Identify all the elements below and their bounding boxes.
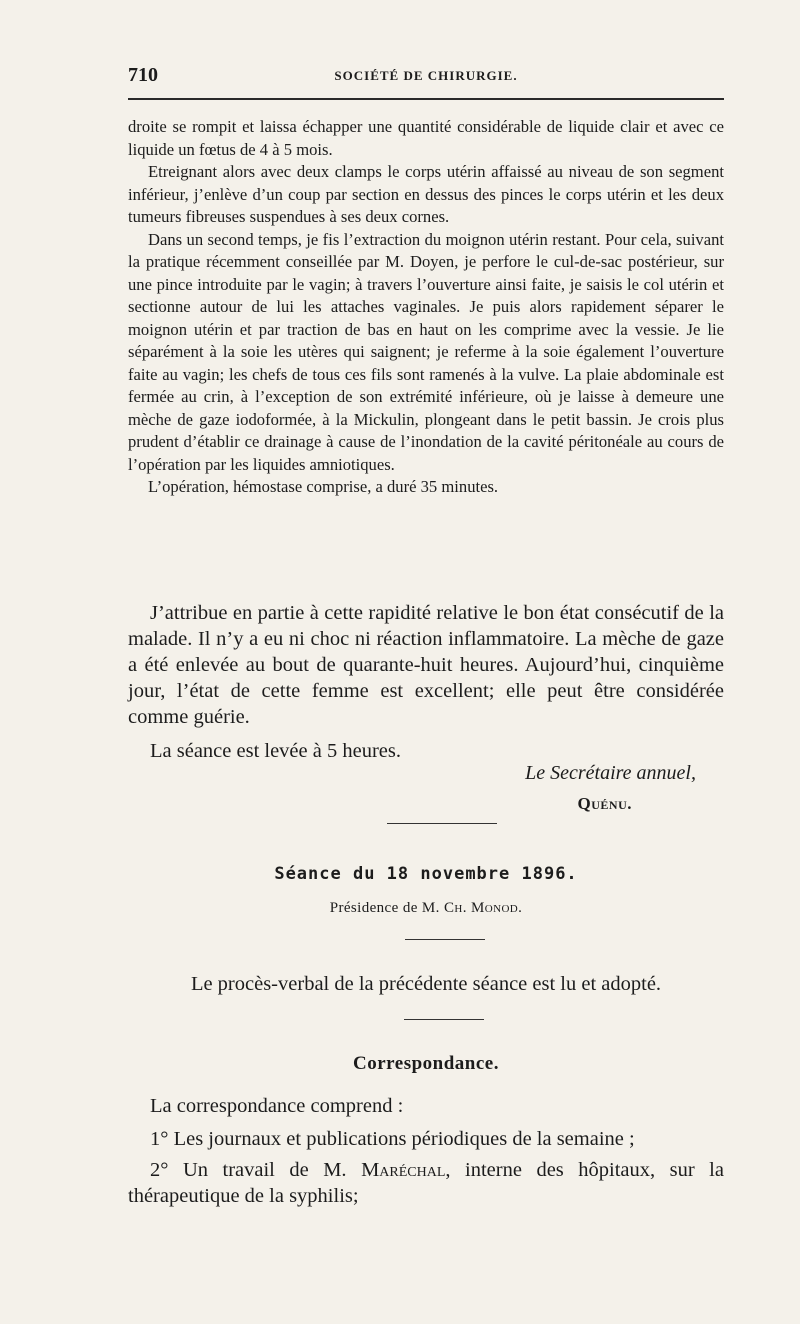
section-divider — [405, 939, 485, 940]
section-divider — [404, 1019, 484, 1020]
paragraph: Etreignant alors avec deux clamps le corps utérin affaissé au niveau de son segment inférieur, j’enlève d’un coup par section en dessus des pinces le corps utérin et les deux tumeurs fibreuses suspendues à ses deux cornes. — [128, 162, 724, 226]
correspondance-heading: Correspondance. — [353, 1053, 499, 1074]
correspondance-item — [128, 1157, 724, 1209]
session-heading: Séance du 18 novembre 1896. — [274, 864, 578, 884]
signature-title: Le Secrétaire annuel, — [525, 762, 696, 784]
running-title: SOCIÉTÉ DE CHIRURGIE. — [334, 68, 518, 83]
minutes-line: Le procès-verbal de la précédente séance est lu et adopté. — [190, 973, 662, 995]
item-suffix: , interne des hôpitaux, sur la thérapeutique de la syphilis; — [128, 1159, 724, 1207]
header-rule — [128, 98, 724, 100]
correspondance-intro: La correspondance comprend : — [150, 1095, 404, 1117]
presidence-prefix: Présidence de M. — [329, 900, 444, 916]
paragraph: L’opération, hémostase comprise, a duré 35 minutes. — [148, 477, 499, 496]
page-number: 710 — [128, 64, 158, 86]
item-prefix: 2° Un travail de M. — [150, 1159, 362, 1181]
author-name: Maréchal — [361, 1159, 446, 1181]
paragraph: droite se rompit et laissa échapper une quantité considérable de liquide clair et avec ce liquide un fœtus de 4 à 5 mois. — [128, 117, 724, 159]
correspondance-list — [128, 1093, 724, 1209]
correspondance-item: 1° Les journaux et publications périodiques de la semaine ; — [150, 1128, 635, 1150]
paragraph: J’attribue en partie à cette rapidité relative le bon état consécutif de la malade. Il n’y a eu ni choc ni réaction inflammatoire. La mèche de gaze a été enlevée au bout de quarante-huit heures. Aujourd’hui, cinquième jour, l’état de cette femme est excellent; elle peut être considérée comme guérie. — [128, 602, 724, 728]
president-name: Ch. Monod. — [443, 900, 523, 916]
presidence-line — [128, 900, 724, 917]
paragraph: Dans un second temps, je fis l’extraction du moignon utérin restant. Pour cela, suivant la pratique récemment conseillée par M. Doyen, je perfore le cul-de-sac postérieur, sur une pince introduite par le vagin; à travers l’ouverture ainsi faite, je saisis le col utérin et sectionne autour de lui les attaches vaginales. Je puis alors rapidement séparer le moignon utérin et par traction de bas en haut on les comprime avec la vessie. Je lie séparément à la soie les utères qui saignent; je referme à la soie également l’ouverture faite au vagin; les chefs de tous ces fils sont ramenés à la vulve. La plaie abdominale est fermée au crin, à l’exception de son extrémité inférieure, où je laisse à demeure une mèche de gaze iodoformée, à la Mickulin, plongeant dans le petit bassin. Je crois plus prudent d’établir ce drainage à cause de l’inondation de la cavité péritonéale au cours de l’opération par les liquides amniotiques. — [128, 229, 724, 474]
closing-line: La séance est levée à 5 heures. — [150, 740, 401, 762]
section-divider — [387, 823, 497, 824]
operation-report — [128, 116, 724, 499]
page-header — [128, 64, 724, 90]
conclusion-text — [128, 600, 724, 764]
signature-name: Quénu. — [577, 794, 632, 813]
